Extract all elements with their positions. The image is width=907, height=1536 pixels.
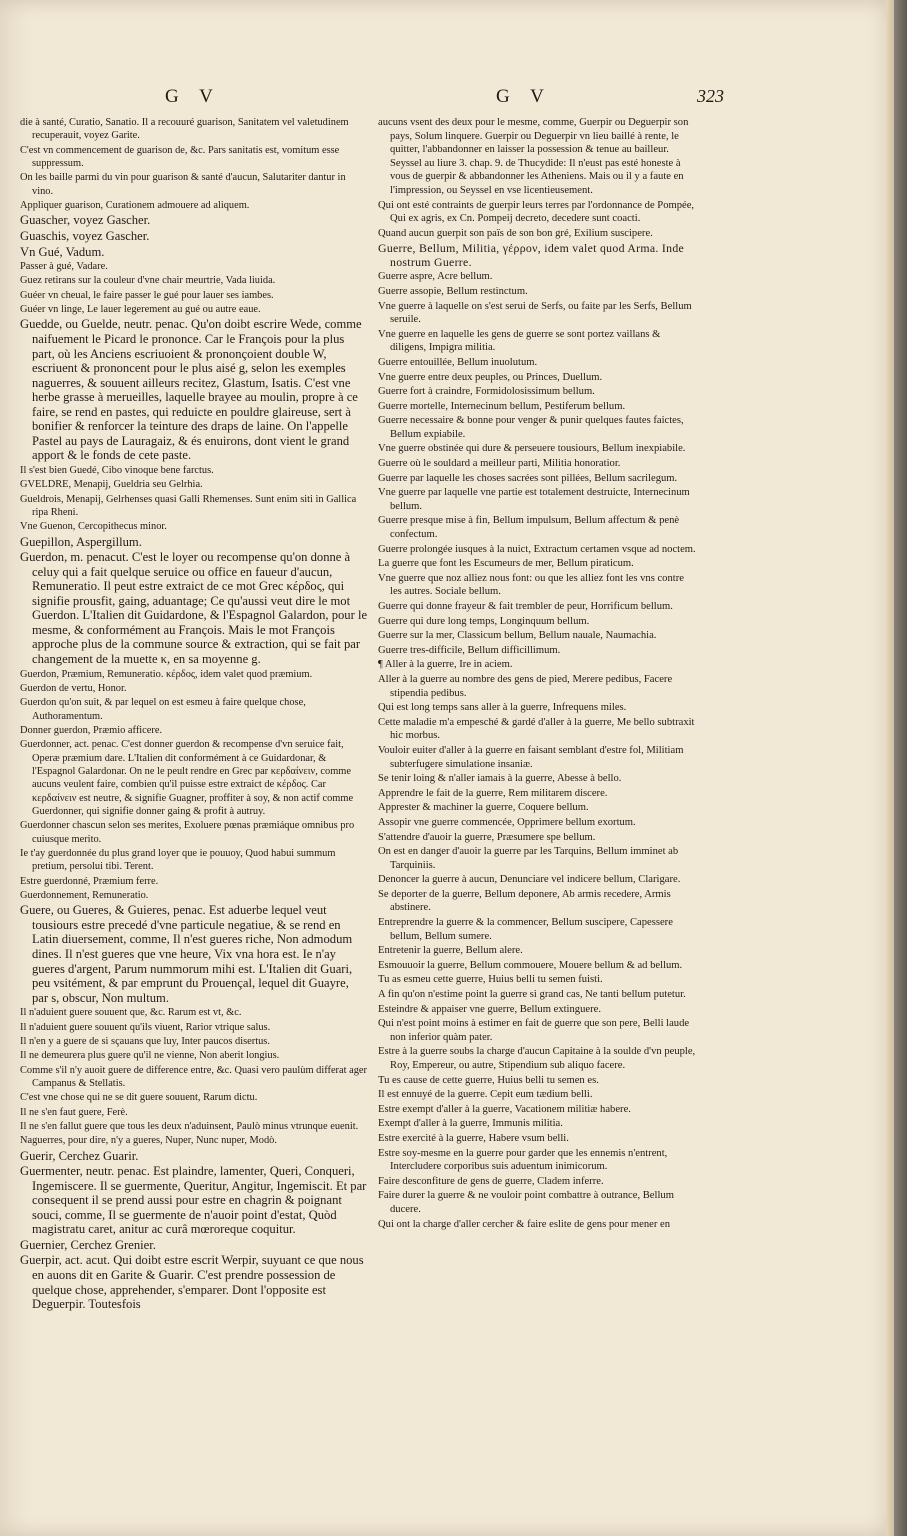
dictionary-entry: Guerdon, m. penacut. C'est le loyer ou recompense qu'on donne à celuy qui a fait quelque seruice ou office en faueur d'aucun, Remuneratio. Il peut estre extraict de ce mot Grec κέρδος, qui signifie prousfit, gaing, aduantage; Ce qu'aussi veut dire le mot Guerdon. L'Italien dit Guidardone, & l'Espagnol Galardon, pour le mesme, & conformément au François. Mais le mot François approche plus de la commune source & extraction, qui se fait par changement de la muette κ, en sa moyenne g.	[20, 550, 368, 666]
dictionary-entry: Tu as esmeu cette guerre, Huius belli tu semen fuisti.	[378, 974, 603, 986]
dictionary-entry: Assopir vne guerre commencée, Opprimere bellum exortum.	[378, 816, 636, 828]
dictionary-entry: Il ne s'en fallut guere que tous les deux n'aduinsent, Paulò minus vtrunque euenit.	[20, 1120, 359, 1132]
dictionary-entry: Vne guerre par laquelle vne partie est totalement destruicte, Internecinum bellum.	[378, 487, 690, 512]
dictionary-entry: Guere, ou Gueres, & Guieres, penac. Est aduerbe lequel veut tousiours estre precedé d'vne particule negatiue, & se rend en Latin diuersement, comme, Il n'est gueres riche, Non admodum dines. Il n'est gueres que vne heure, Vix vna hora est. Ie n'ay gueres d'argent, Parum nummorum mihi est. L'Italien dit Guari, peu vsitément, & par emprunt du Prouençal, lequel dit Guayre, par s, obscur, Non multum.	[20, 903, 353, 1005]
scan-background	[894, 0, 907, 1536]
dictionary-entry: Estre à la guerre soubs la charge d'aucun Capitaine à la soulde d'vn peuple, Roy, Empereur, ou autre, Stipendium sub aliquo facere.	[378, 1046, 696, 1071]
dictionary-entry: Il ne demeurera plus guere qu'il ne vienne, Non aberit longius.	[20, 1050, 280, 1062]
dictionary-entry: Faire desconfiture de gens de guerre, Cladem inferre.	[378, 1175, 604, 1187]
dictionary-entry: Ie t'ay guerdonnée du plus grand loyer que ie pouuoy, Quod habui summum pretium, persolui tibi. Terent.	[20, 848, 336, 873]
dictionary-entry: Vne guerre en laquelle les gens de guerre se sont portez vaillans & diligens, Impigra militia.	[378, 328, 661, 354]
dictionary-entry: Exempt d'aller à la guerre, Immunis militia.	[378, 1118, 563, 1130]
dictionary-entry: La guerre que font les Escumeurs de mer, Bellum piraticum.	[378, 558, 634, 570]
dictionary-entry: GVELDRE, Menapij, Gueldria seu Gelrhia.	[20, 479, 203, 491]
dictionary-entry: Guerir, Cerchez Guarir.	[20, 1148, 139, 1163]
dictionary-entry: Il n'aduient guere souuent qu'ils viuent, Rarior vtrique salus.	[20, 1021, 271, 1033]
dictionary-entry: Guerpir, act. acut. Qui doibt estre escrit Werpir, suyuant ce que nous en auons dit en Garite & Guarir. C'est prendre possession de quelque chose, apprehender, s'emparer. Dont l'opposite est Deguerpir. Toutesfois	[20, 1253, 364, 1312]
dictionary-entry: Vne guerre entre deux peuples, ou Princes, Duellum.	[378, 371, 603, 383]
dictionary-entry: Naguerres, pour dire, n'y a gueres, Nuper, Nunc nuper, Modò.	[20, 1135, 277, 1147]
dictionary-entry: Tu es cause de cette guerre, Huius belli tu semen es.	[378, 1074, 599, 1086]
right-column	[378, 116, 698, 1232]
dictionary-entry: Guerre mortelle, Internecinum bellum, Pestiferum bellum.	[378, 400, 626, 412]
dictionary-entry: Il n'en y a guere de si sçauans que luy, Inter paucos disertus.	[20, 1035, 270, 1047]
dictionary-entry: Esmouuoir la guerre, Bellum commouere, Mouere bellum & ad bellum.	[378, 959, 683, 971]
dictionary-entry: Guerre assopie, Bellum restinctum.	[378, 285, 528, 297]
left-column	[20, 116, 368, 1313]
dictionary-entry: Appliquer guarison, Curationem admouere ad aliquem.	[20, 200, 250, 212]
dictionary-entry: Aller à la guerre au nombre des gens de pied, Merere pedibus, Facere stipendia pedibus.	[378, 673, 673, 699]
dictionary-entry: Guaschis, voyez Gascher.	[20, 228, 150, 243]
dictionary-entry: Apprendre le fait de la guerre, Rem militarem discere.	[378, 787, 608, 799]
dictionary-entry: Guerre tres-difficile, Bellum difficillimum.	[378, 644, 561, 656]
dictionary-entry: Guerdonnement, Remuneratio.	[20, 890, 149, 902]
dictionary-entry: Guerdonner, act. penac. C'est donner guerdon & recompense d'vn seruice fait, Operæ præmium dare. L'Italien dit conformément à ce Guidardonar, & l'Espagnol Galardonar. On ne le peult rendre en Grec par κερδαίνειν, comme aucuns veulent faire, combien qu'il puisse estre extraict de κέρδος. Car κερδαίνειν est neutre, & signifie Guagner, proffiter à soy, & non actif comme Guerdonner, qui signifie donner gaing & profit à autruy.	[20, 739, 354, 817]
dictionary-entry: Guéer vn linge, Le lauer legerement au gué ou autre eaue.	[20, 304, 261, 316]
dictionary-entry: die à santé, Curatio, Sanatio. Il a recouuré guarison, Sanitatem vel valetudinem recuperauit, voyez Garite.	[20, 117, 349, 142]
dictionary-entry: Guerdon qu'on suit, & par lequel on est esmeu à faire quelque chose, Authoramentum.	[20, 697, 306, 722]
dictionary-entry: C'est vn commencement de guarison de, &c. Pars sanitatis est, vomitum esse suppressum.	[20, 144, 340, 170]
dictionary-entry: Qui n'est point moins à estimer en fait de guerre que son pere, Belli laude non inferior quàm pater.	[378, 1018, 690, 1043]
dictionary-entry: Cette maladie m'a empesché & gardé d'aller à la guerre, Me bello subtraxit hic morbus.	[378, 716, 695, 742]
dictionary-entry: On les baille parmi du vin pour guarison & santé d'aucun, Salutariter dantur in vino.	[20, 172, 346, 197]
dictionary-entry: Guerre, Bellum, Militia, γέρρον, idem valet quod Arma. Inde nostrum Guerre.	[378, 241, 685, 270]
dictionary-entry: Guerre par laquelle les choses sacrées sont pillées, Bellum sacrilegum.	[378, 472, 678, 484]
dictionary-entry: Vouloir euiter d'aller à la guerre en faisant semblant d'estre fol, Militiam subterfugere simulatione insaniæ.	[378, 744, 684, 770]
dictionary-entry: Guerdon, Præmium, Remuneratio. κέρδος, idem valet quod præmium.	[20, 668, 313, 680]
dictionary-entry: Comme s'il n'y auoit guere de difference entre, &c. Quasi vero paulùm differat ager Campanus & Stellatis.	[20, 1064, 367, 1089]
dictionary-entry: C'est vne chose qui ne se dit guere souuent, Rarum dictu.	[20, 1092, 258, 1104]
dictionary-entry: Guerre qui donne frayeur & fait trembler de peur, Horrificum bellum.	[378, 601, 673, 612]
dictionary-entry: Entreprendre la guerre & la commencer, Bellum suscipere, Capessere bellum, Bellum sumere.	[378, 917, 673, 942]
dictionary-entry: A fin qu'on n'estime point la guerre si grand cas, Ne tanti bellum putetur.	[378, 989, 686, 1001]
dictionary-entry: Vne guerre à laquelle on s'est serui de Serfs, ou faite par les Serfs, Bellum seruile.	[378, 300, 692, 326]
dictionary-entry: Guez retirans sur la couleur d'vne chair meurtrie, Vada liuida.	[20, 275, 276, 287]
dictionary-entry: Guepillon, Aspergillum.	[20, 534, 142, 549]
dictionary-entry: Guerre où le souldard a meilleur parti, Militia honoratior.	[378, 458, 621, 470]
dictionary-entry: Qui est long temps sans aller à la guerre, Infrequens miles.	[378, 702, 627, 714]
dictionary-entry: Apprester & machiner la guerre, Coquere bellum.	[378, 802, 589, 814]
dictionary-entry: Estre soy-mesme en la guerre pour garder que les ennemis n'entrent, Intercludere corporibus suis aduentum inimicorum.	[378, 1147, 668, 1173]
dictionary-entry: Guerdon de vertu, Honor.	[20, 682, 127, 694]
dictionary-entry: Guerre presque mise à fin, Bellum impulsum, Bellum affectum & penè confectum.	[378, 515, 680, 541]
dictionary-entry: Guerre sur la mer, Classicum bellum, Bellum nauale, Naumachia.	[378, 630, 657, 642]
dictionary-entry: Guerre aspre, Acre bellum.	[378, 271, 493, 283]
dictionary-entry: Guernier, Cerchez Grenier.	[20, 1237, 156, 1252]
page-number: 323	[697, 86, 724, 106]
dictionary-entry: Denoncer la guerre à aucun, Denunciare vel indicere bellum, Clarigare.	[378, 874, 681, 886]
dictionary-entry: Guascher, voyez Gascher.	[20, 213, 151, 228]
dictionary-entry: Guerdonner chascun selon ses merites, Exoluere pœnas præmiáque omnibus pro cuiusque merito.	[20, 820, 355, 845]
dictionary-entry: Estre exercité à la guerre, Habere vsum belli.	[378, 1132, 569, 1144]
dictionary-entry: Guerre entouillée, Bellum inuolutum.	[378, 356, 538, 368]
dictionary-entry: Estre guerdonné, Præmium ferre.	[20, 875, 159, 887]
dictionary-entry: Il ne s'en faut guere, Ferè.	[20, 1106, 128, 1118]
dictionary-entry: Guerre necessaire & bonne pour venger & punir quelques fautes faictes, Bellum expiabile.	[378, 415, 684, 440]
dictionary-entry: Faire durer la guerre & ne vouloir point combattre à outrance, Bellum ducere.	[378, 1190, 674, 1215]
dictionary-entry: Quand aucun guerpit son païs de son bon gré, Exilium suscipere.	[378, 227, 653, 239]
dictionary-entry: On est en danger d'auoir la guerre par les Tarquins, Bellum imminet ab Tarquiniis.	[378, 846, 679, 871]
page-edge	[886, 0, 894, 1536]
dictionary-entry: Se deporter de la guerre, Bellum deponere, Ab armis recedere, Armis abstinere.	[378, 888, 671, 914]
dictionary-entry: Passer à gué, Vadare.	[20, 261, 108, 273]
dictionary-entry: Guerre qui dure long temps, Longinquum bellum.	[378, 615, 590, 627]
dictionary-entry: Guéer vn cheual, le faire passer le gué pour lauer ses iambes.	[20, 289, 274, 301]
dictionary-entry: Vn Gué, Vadum.	[20, 244, 105, 259]
dictionary-entry: Entretenir la guerre, Bellum alere.	[378, 945, 523, 957]
dictionary-entry: Gueldrois, Menapij, Gelrhenses quasi Galli Rhemenses. Sunt enim siti in Gallica ripa Rheni.	[20, 493, 357, 518]
dictionary-entry: Guerre fort à craindre, Formidolosissimum bellum.	[378, 386, 595, 398]
dictionary-entry: Il est ennuyé de la guerre. Cepit eum tædium belli.	[378, 1089, 593, 1101]
dictionary-entry: Guedde, ou Guelde, neutr. penac. Qu'on doibt escrire Wede, comme naifuement le Picard le prononce. Car le François pour la plus part, où les Anciens escriuoient & prononçoient double W, escriuent & prononcent pour le plus aisé g, selon les exemples naguerres, & souuent ailleurs recitez, Glastum, Isatis. C'est vne herbe grasse à merueilles, laquelle brayee au moulin, propre à ce faire, se rend en pastes, qui reduicte en pouldre glaireuse, sert à bonifier & renforcer la teinture des draps de laine. On l'appelle Pastel au pays de Lauragaiz, & és enuirons, dont vient le grand apport & le fonds de cete paste.	[20, 317, 362, 463]
dictionary-entry: aucuns vsent des deux pour le mesme, comme, Guerpir ou Deguerpir son pays, Solum linquere. Guerpir ou Deguerpir vn lieu baillé à rente, le quitter, l'abbandonner en laisser la possession & tenue au bailleur. Seyssel au liure 3. chap. 9. de Thucydide: Il n'eust pas esté honeste à vous de guerpir & abbandonner les Atheniens. Mais ou il y a faute en l'impression, ou Seyssel en vse licentieusement.	[378, 117, 689, 196]
dictionary-entry: Estre exempt d'aller à la guerre, Vacationem militiæ habere.	[378, 1103, 631, 1115]
dictionary-entry: Qui ont la charge d'aller cercher & faire eslite de gens pour mener en	[378, 1218, 671, 1230]
right-running-head: G V	[496, 86, 552, 107]
dictionary-entry: Guerre prolongée iusques à la nuict, Extractum certamen vsque ad noctem.	[378, 543, 696, 555]
dictionary-entry: Se tenir loing & n'aller iamais à la guerre, Abesse à bello.	[378, 773, 622, 785]
dictionary-entry: Vne guerre que noz alliez nous font: ou que les alliez font les vns contre les autres. Sociale bellum.	[378, 572, 684, 598]
dictionary-entry: Donner guerdon, Præmio afficere.	[20, 724, 163, 736]
dictionary-entry: ¶ Aller à la guerre, Ire in aciem.	[378, 659, 513, 671]
dictionary-entry: S'attendre d'auoir la guerre, Præsumere spe bellum.	[378, 831, 596, 843]
left-running-head: G V	[165, 86, 221, 107]
dictionary-entry: Il n'aduient guere souuent que, &c. Rarum est vt, &c.	[20, 1007, 242, 1019]
dictionary-entry: Vne Guenon, Cercopithecus minor.	[20, 521, 167, 533]
dictionary-entry: Esteindre & appaiser vne guerre, Bellum extinguere.	[378, 1003, 601, 1015]
dictionary-entry: Qui ont esté contraints de guerpir leurs terres par l'ordonnance de Pompée, Qui ex agris, ex Cn. Pompeij decreto, decedere sunt coacti.	[378, 199, 695, 225]
dictionary-entry: Guermenter, neutr. penac. Est plaindre, lamenter, Queri, Conqueri, Ingemiscere. Il se guermente, Queritur, Angitur, Ingemiscit. Et par consequent il se prend aussi pour estre en chagrin & poignant souci, comme, Il se guermente de n'auoir point d'estat, Quòd magistratu caret, anitur ac curâ mœroreque coquitur.	[20, 1164, 367, 1237]
dictionary-entry: Vne guerre obstinée qui dure & perseuere tousiours, Bellum inexpiabile.	[378, 443, 686, 455]
dictionary-entry: Il s'est bien Guedé, Cibo vinoque bene farctus.	[20, 464, 214, 476]
